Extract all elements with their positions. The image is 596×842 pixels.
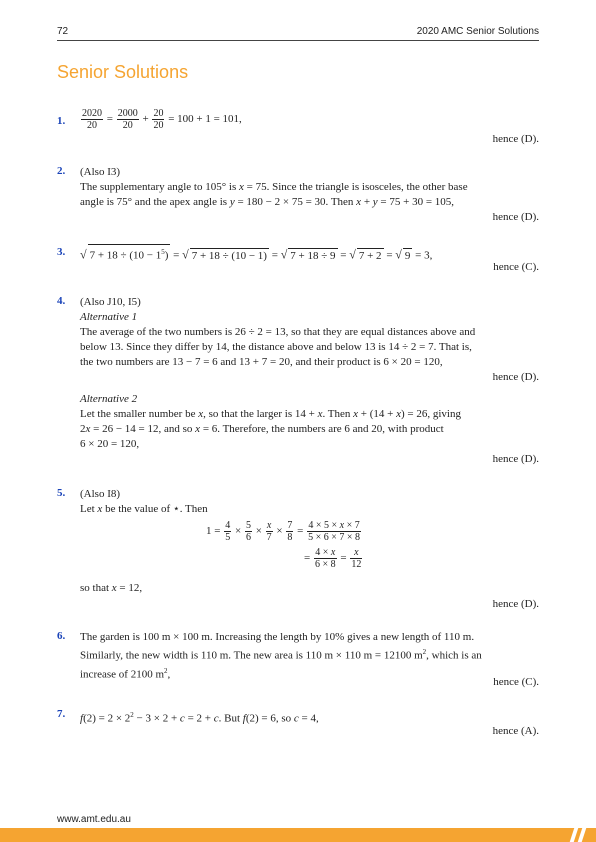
solution-3-answer: hence (C).: [493, 261, 539, 273]
page-number: 72: [57, 26, 69, 37]
solution-2-answer: hence (D).: [492, 211, 539, 223]
page-title: Senior Solutions: [57, 62, 189, 82]
solution-5-conclusion: so that x = 12,: [80, 582, 143, 594]
solution-4-body: (Also J10, I5) Alternative 1 The average of the two numbers is 26 ÷ 2 = 13, so that they are equal distances above and below 13. Since they differ by 14, the distance above and below 13 is 14 ÷ 2 = 7. That is, the two numbers are 13 − 7 = 6 and 13 + 7 = 20, and their product is 6 × 20 = 120,: [80, 295, 539, 370]
solution-number-5: 5.: [57, 487, 66, 499]
solution-5-body: (Also I8) Let x be the value of ⋆. Then: [80, 487, 539, 517]
solution-number-6: 6.: [57, 630, 66, 642]
solution-5-answer: hence (D).: [492, 598, 539, 610]
header-rule: [57, 40, 539, 41]
solution-2-body: (Also I3) The supplementary angle to 105° is x = 75. Since the triangle is isosceles, the other base angle is 75° and the apex angle is y = 180 − 2 × 75 = 30. Then x + y = 75 + 30 = 105,: [80, 165, 539, 210]
solution-3-body: √ $7 + 18 \div (10 - 1^5)$ = √ 7 + 18 ÷ (10 − 1) = √ 7 + 18 ÷ 9 = √ 7 + 2 = √ 9 = 3,: [80, 244, 539, 264]
solution-number-1: 1.: [57, 115, 66, 127]
solution-4-answer-1: hence (D).: [492, 371, 539, 383]
solution-6-body: The garden is 100 m × 100 m. Increasing the length by 10% gives a new length of 110 m. Similarly, the new width is 110 m. The new area is 110 m × 110 m = 12100 $m^2$, which is an increase of 2100 $m^2$,: [80, 631, 482, 681]
solution-number-7: 7.: [57, 708, 66, 720]
solution-number-2: 2.: [57, 165, 66, 177]
solution-7-body: $f(2) = 2 \times 2^2 - 3 \times 2 + c = 2 + c$. But f(2) = 6, so c = 4,: [80, 711, 319, 725]
solution-7-answer: hence (A).: [492, 725, 539, 737]
solution-2-also: (Also I3): [80, 166, 121, 178]
alternative-1-label: Alternative 1: [80, 311, 138, 323]
footer-url: www.amt.edu.au: [57, 814, 131, 825]
solution-number-4: 4.: [57, 295, 66, 307]
solution-4-also: (Also J10, I5): [80, 296, 141, 308]
running-header: [57, 26, 539, 40]
solution-5-also: (Also I8): [80, 488, 121, 500]
solution-1-body: $\frac{2020}{20}$ = $\frac{2000}{20}$ + $\frac{20}{20}$ = 100 + 1 = 101,: [82, 108, 242, 131]
solution-4-alt2: Alternative 2 Let the smaller number be x, so that the larger is 14 + x. Then x + (14 + x) = 26, giving 2x = 26 − 14 = 12, and so x = 6. Therefore, the numbers are 6 and 20, with product 6 × 20 = 120,: [80, 392, 539, 452]
solution-number-3: 3.: [57, 246, 66, 258]
solution-1-answer: hence (D).: [492, 133, 539, 145]
alternative-2-label: Alternative 2: [80, 393, 138, 405]
book-title: 2020 AMC Senior Solutions: [416, 26, 539, 37]
solution-6-answer: hence (C).: [493, 676, 539, 688]
solution-4-answer-2: hence (D).: [492, 453, 539, 465]
footer-bar: [0, 828, 596, 842]
